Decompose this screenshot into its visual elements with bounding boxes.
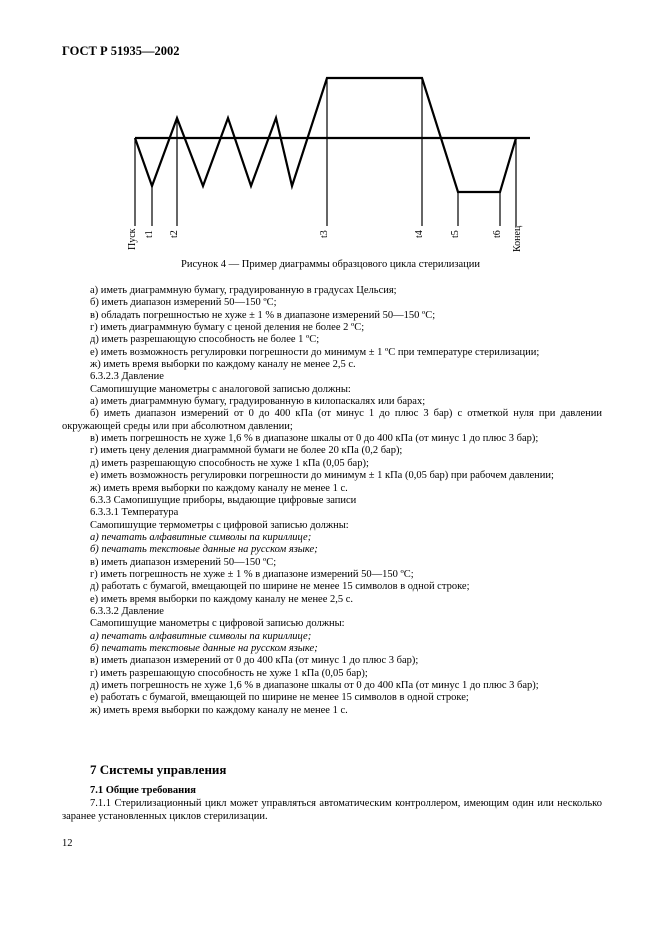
text-line: а) иметь диаграммную бумагу, градуированную в градусах Цельсия; (90, 285, 397, 296)
text-line: г) иметь цену деления диаграммной бумаги не более 20 кПа (0,2 бар); (90, 445, 403, 457)
subsection-heading: 7.1 Общие требования (90, 785, 196, 796)
text-line: в) обладать погрешностью не хуже ± 1 % в диапазоне измерений 50—150 ºС; (90, 309, 436, 321)
label-start: Пуск (127, 228, 138, 250)
text-line: е) иметь время выборки по каждому каналу не менее 2,5 с. (90, 593, 354, 605)
text-line: б) печатать текстовые данные на русском языке; (90, 544, 318, 556)
text-line: а) печатать алфавитные символы па кириллице; (90, 630, 312, 642)
text-line: б) иметь диапазон измерений от 0 до 400 кПа (от минус 1 до плюс 3 бар) с отметкой нуля при давлении окружающей среды или при абсолютном давлении; (62, 408, 602, 432)
text-line: ж) иметь время выборки по каждому каналу не менее 2,5 с. (90, 359, 356, 371)
text-line: 6.3.3.1 Температура (90, 507, 179, 519)
text-line: а) иметь диаграммную бумагу, градуированную в килопаскалях или барах; (90, 396, 426, 408)
text-line: г) иметь диаграммную бумагу с ценой деления не более 2 ºС; (90, 322, 365, 334)
text-line: а) печатать алфавитные символы па кириллице; (90, 531, 312, 543)
text-line: 6.3.3 Самопишущие приборы, выдающие цифровые записи (90, 494, 357, 506)
body-text (62, 285, 602, 717)
label-t4: t4 (414, 230, 425, 238)
label-t5: t5 (450, 230, 461, 238)
label-t2: t2 (169, 230, 180, 238)
text-line: д) иметь разрешающую способность не более 1 ºС; (90, 334, 320, 346)
text-line: б) печатать текстовые данные на русском языке; (90, 642, 318, 654)
document-header: ГОСТ Р 51935—2002 (62, 44, 180, 58)
sterilization-cycle-diagram (110, 66, 550, 266)
text-line: г) иметь разрешающую способность не хуже 1 кПа (0,05 бар); (90, 667, 368, 679)
text-line: д) иметь разрешающую способность не хуже 1 кПа (0,05 бар); (90, 457, 369, 469)
paragraph-7-1-1: 7.1.1 Стерилизационный цикл может управляться автоматическим контроллером, имеющим один или несколько заранее установленных циклов стерилизации. (62, 798, 602, 822)
text-line: б) иметь диапазон измерений 50—150 ºС; (90, 297, 277, 309)
text-line: Самопишущие манометры с цифровой записью должны: (90, 618, 345, 630)
text-line: 6.3.2.3 Давление (90, 371, 164, 383)
text-line: в) иметь диапазон измерений от 0 до 400 кПа (от минус 1 до плюс 3 бар); (90, 655, 419, 667)
section-heading: 7 Системы управления (90, 762, 227, 777)
text-line: д) иметь погрешность не хуже 1,6 % в диапазоне шкалы от 0 до 400 кПа (от минус 1 до плюс 3 бар); (90, 680, 539, 691)
figure-caption: Рисунок 4 — Пример диаграммы образцового цикла стерилизации (180, 259, 480, 270)
text-line: Самопишущие термометры с цифровой записью должны: (90, 519, 349, 531)
text-line: д) работать с бумагой, вмещающей по ширине не менее 15 символов в одной строке; (90, 581, 470, 593)
text-line: в) иметь диапазон измерений 50—150 ºС; (90, 556, 277, 568)
text-line: в) иметь погрешность не хуже 1,6 % в диапазоне шкалы от 0 до 400 кПа (от минус 1 до плюс 3 бар); (90, 433, 539, 445)
text-line: е) работать с бумагой, вмещающей по ширине не менее 15 символов в одной строке; (90, 692, 469, 704)
label-t3: t3 (319, 230, 330, 238)
page-number: 12 (62, 838, 73, 849)
label-end: Конец (512, 225, 523, 252)
text-line: 6.3.3.2 Давление (90, 605, 164, 617)
text-line: е) иметь возможность регулировки погрешности до минимум ± 1 ºС при температуре стерилизации; (90, 346, 540, 358)
text-line: г) иметь погрешность не хуже ± 1 % в диапазоне измерений 50—150 ºС; (90, 568, 414, 580)
text-line: Самопишущие манометры с аналоговой записью должны: (90, 383, 351, 395)
text-line: ж) иметь время выборки по каждому каналу не менее 1 с. (90, 704, 348, 716)
cycle-trace (135, 78, 516, 192)
label-t1: t1 (144, 230, 155, 238)
text-line: е) иметь возможность регулировки погрешности до минимум ± 1 кПа (0,05 бар) при рабочем давлении; (90, 470, 554, 482)
text-line: ж) иметь время выборки по каждому каналу не менее 1 с. (90, 482, 348, 494)
label-t6: t6 (492, 230, 503, 238)
